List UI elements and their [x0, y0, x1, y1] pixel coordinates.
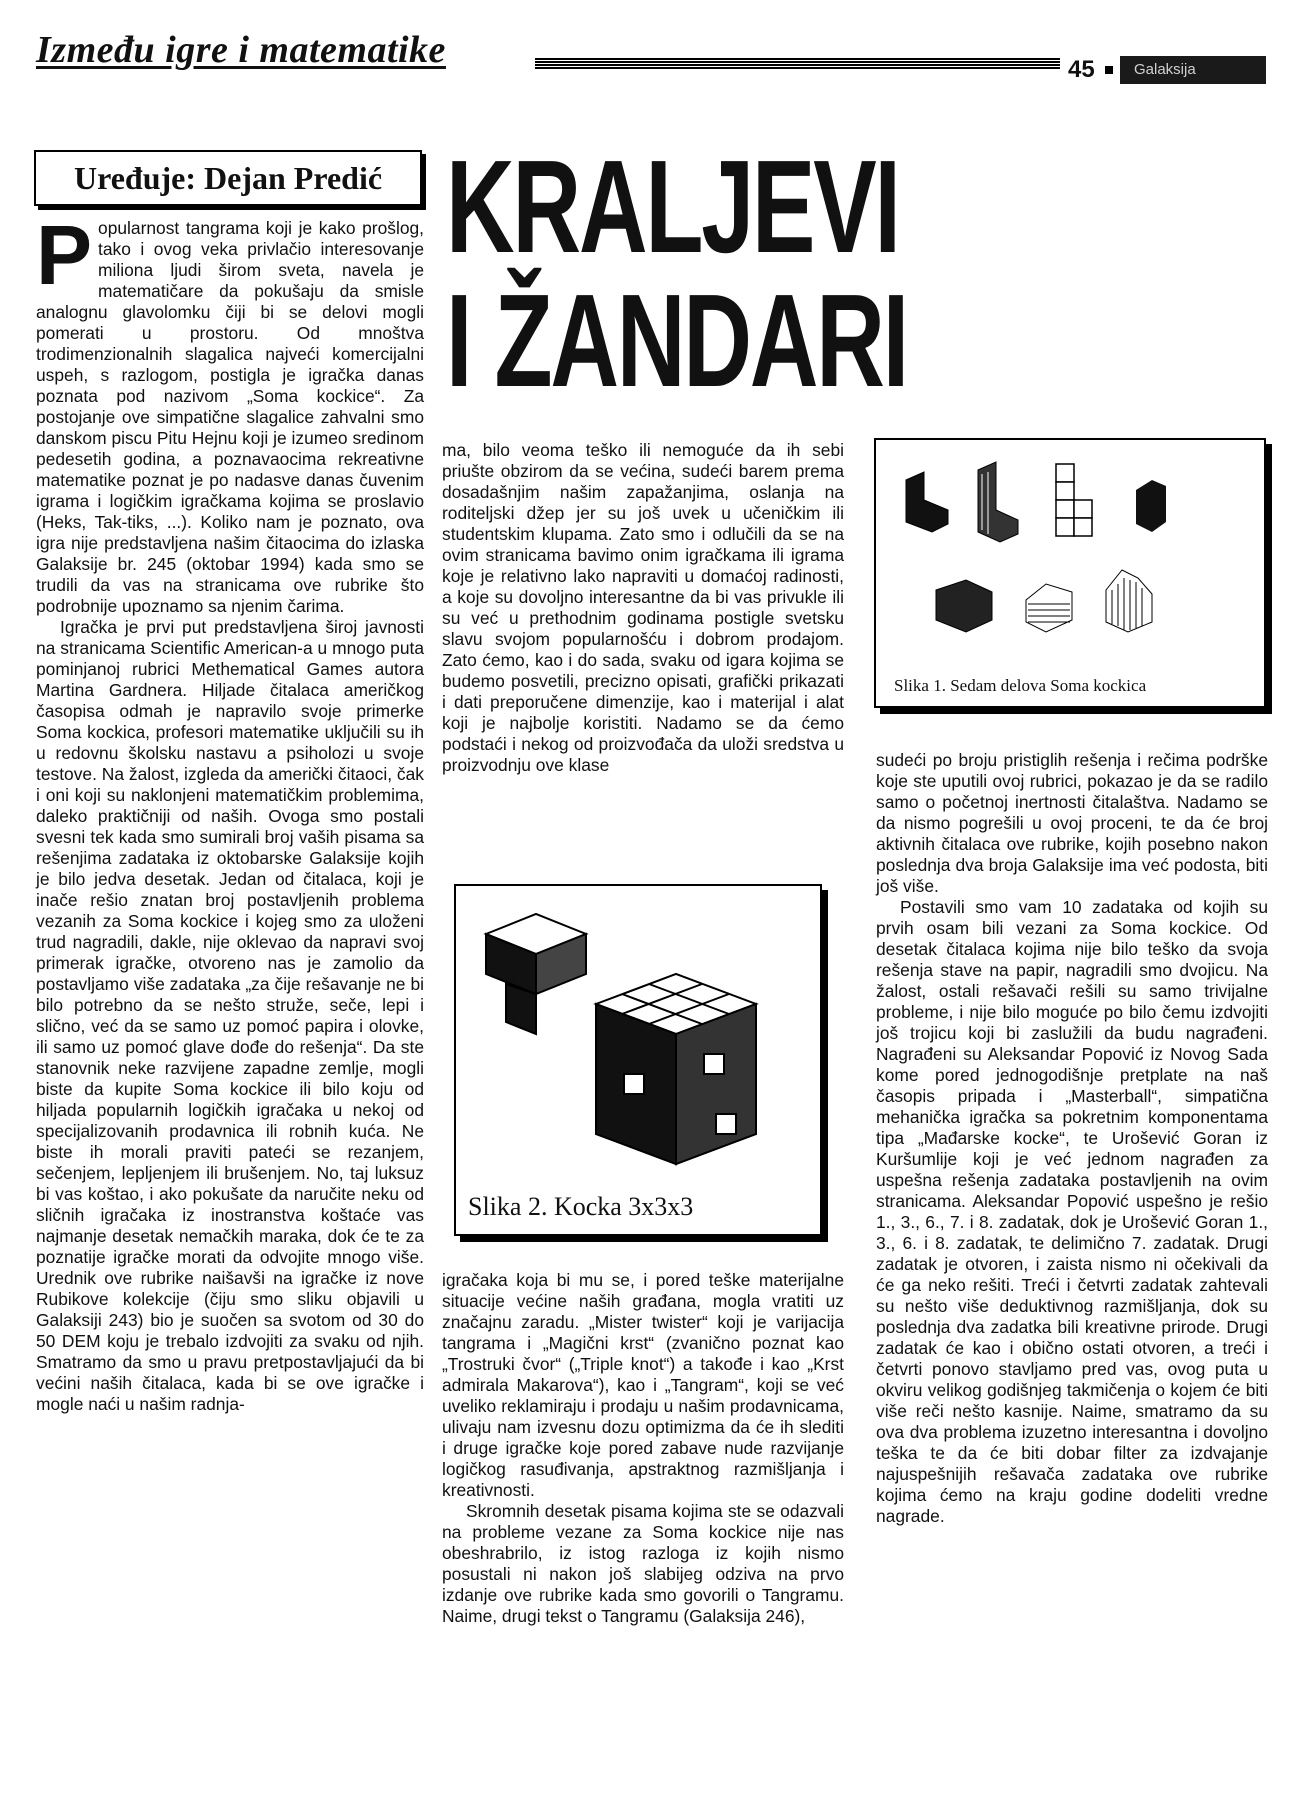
- soma-piece-6: [1026, 584, 1072, 632]
- headline: [446, 133, 908, 414]
- paragraph: Skromnih desetak pisama kojima ste se odazvali na probleme vezane za Soma kockice nije nas obeshrabrilo, iz istog razloga iz kojih nismo posustali ni nakon još slabijeg odziva na prvo izdanje ove rubrike kada smo govorili o Tangramu. Naime, drugi tekst o Tangramu (Galaksija 246),: [442, 1501, 844, 1626]
- paragraph: Postavili smo vam 10 zadataka od kojih su prvih osam bili vezani za Soma kockice. Od desetak čitalaca kojima nije bilo teško da svoja rešenja stave na papir, nagradili smo dvojicu. Na žalost, ostali rešavači rešili su samo trivijalne probleme, i nije bilo moguće po bilo čemu izdvojiti još trojicu koji bi zaslužili da budu nagrađeni. Nagrađeni su Aleksandar Popović iz Novog Sada kome pored jednogodišnje pretplate na naš časopis pripada i „Masterball“, simpatična mehanička igračka sa pokretnim komponentama tipa „Mađarske kocke“, te Urošević Goran iz Kuršumlije koji je već jednom nagrađen za uspešna rešenja zadataka postavljenih na ovim stranicama. Aleksandar Popović uspešno je rešio 1., 3., 6., 7. i 8. zadatak, dok je Urošević Goran 1., 3., 6. i 8. zadatak, te delimično 7. zadatak. Drugi zadatak je otvoren, i zaista nismo ni očekivali da će ga neko rešiti. Treći i četvrti zadatak zahtevali su nešto više deduktivnog razmišljanja, dok su poslednja dva zadatka bili kreativne prirode. Drugi zadatak će kao i obično ostati otvoren, a treći i četvrti ponovo stavljamo pred vas, ovog puta u okviru velikog godišnjeg takmičenja o kojem će biti više reči nešto kasnije. Naime, smatramo da su ova dva problema izuzetno interesantna i dovoljno teška te da će biti dobar filter za izdvajanje najuspešnijih rešavača zadataka ove rubrike kojima ćemo na kraju godine dodeliti vredne nagrade.: [876, 897, 1268, 1526]
- header-bullet: [1105, 66, 1113, 74]
- section-title: Između igre i matematike: [36, 29, 446, 71]
- paragraph: Igračka je prvi put predstavljena široj javnosti na stranicama Scientific American-a u mnogo puta pominjanoj rubrici Methematical Games autora Martina Gardnera. Hiljade čitalaca američkog časopisa odmah je napravilo svoje primerke Soma kockica, profesori matematike uključili su ih u redovnu školsku nastavu a psiholozi u svoje testove. Na žalost, izgleda da američki čitaoci, čak i oni koji su naklonjeni matematičkim problemima, daleko praktičniji od naših. Ovoga smo postali svesni tek kada smo sumirali broj vaših pisama sa rešenjima zadataka iz oktobarske Galaksije kojih je bilo jedva desetak. Jedan od čitalaca, koji je inače rešio znatan broj postavljenih problema vezanih za Soma kockice i kojeg smo za uloženi trud nagradili, dakle, nije oklevao da napravi svoj primerak igračke, otvoreno nas je zamolio da postavljamo više zadataka „za čije rešavanje ne bi bilo potrebno da se nešto struže, seče, lepi i slično, već da se samo uz pomoć papira i olovke, ili samo uz pomoć glave dođe do rešenja“. Da ste stanovnik neke razvijene zapadne zemlje, mogli biste da kupite Soma kockice ili bilo koju od hiljada popularnih logičkih igračaka u nekoj od specijalizovanih prodavnica ili robnih kuća. Ne biste ih morali praviti pateći se rezanjem, sečenjem, lepljenjem ili brušenjem. No, taj luksuz bi vas koštao, i ako pokušate da naručite neku od sličnih igračaka iz inostranstva koštaće vas najmanje desetak nemačkih maraka, dok će te za poznatije igračke morati da odvojite mnogo više. Urednik ove rubrike naišavši na igračke iz nove Rubikove kolekcije (čiju smo sliku objavili u Galaksiji 243) bio je suočen sa svotom od 30 do 50 DEM koju je trebalo izdvojiti za svaku od njih. Smatramo da smo u pravu pretpostavljajući da bi većini naših čitalaca, kada bi se ove igračke i mogle naći u našim radnja-: [36, 617, 424, 1414]
- paragraph: [36, 208, 424, 617]
- headline-line-2: I ŽANDARI: [446, 267, 908, 414]
- figure-2-caption: Slika 2. Kocka 3x3x3: [468, 1192, 694, 1221]
- article-column-3: [876, 750, 1268, 1527]
- figure-1-caption: Slika 1. Sedam delova Soma kockica: [894, 676, 1147, 695]
- soma-piece-3: [1056, 464, 1092, 536]
- soma-piece-4: [1136, 480, 1166, 532]
- t-piece: [486, 914, 586, 1034]
- paragraph: ma, bilo veoma teško ili nemoguće da ih sebi priušte obzirom da se većina, sudeći barem prema dosadašnjim našim zapažanjima, oslanja na roditeljski džep jer su još uvek u učeničkim ili studentskim klupama. Zato smo i odlučili da se na ovim stranicama bavimo onim igračkama ili igrama koje je relativno lako napraviti u domaćoj radinosti, a koje su dovoljno interesantne da bi vas privukle ili su već u prethodnim godinama postigle svetsku slavu svojom popularnošću i dobrom prodajom. Zato ćemo, kao i do sada, svaku od igara kojima se budemo posvetili, precizno opisati, grafički prikazati i dati preporučene dimenzije, kao i materijal i alat koji je najbolje koristiti. Nadamo se da ćemo podstaći i nekog od proizvođača da uloži sredstva u proizvodnju ove klase: [442, 440, 844, 775]
- article-column-2-bottom: [442, 1270, 844, 1627]
- soma-piece-7: [1106, 570, 1152, 632]
- cube: [596, 974, 756, 1164]
- paragraph: sudeći po broju pristiglih rešenja i rečima podrške koje ste uputili ovoj rubrici, pokazao je da se radilo samo o početnoj inertnosti čitalaštva. Nadamo se da nismo pogrešili u ovoj proceni, te da će broj aktivnih čitalaca ove rubrike, kojih posebno nakon poslednja dva broja Galaksije ima već podosta, biti još više.: [876, 750, 1268, 896]
- article-column-2-top: [442, 440, 844, 776]
- soma-piece-1: [906, 472, 948, 532]
- page-number: 45: [1068, 56, 1095, 83]
- magazine-name: Galaksija: [1120, 56, 1266, 84]
- drop-cap: P: [36, 208, 93, 302]
- article-column-1: [36, 208, 424, 1415]
- editor-box: [34, 150, 422, 206]
- paragraph-text: opularnost tangrama koji je kako prošlog, tako i ovog veka privlačio interesovanje miliona ljudi širom sveta, navela je matematičare da pokušaju da smisle analognu glavolomku čiji bi se delovi mogli pomerati u prostoru. Od mnoštva trodimenzionalnih slagalica najveći komercijalni uspeh, s razlogom, postigla je igračka danas poznata pod nazivom „Soma kockice“. Za postojanje ove simpatične slagalice zahvalni smo danskom piscu Pitu Hejnu koji je izumeo sredinom pedesetih godina, a poznavaocima rekreativne matematike poznat je po nadasve danas čuvenim igrama i logičkim igračkama kojima se proslavio (Heks, Tak-tiks, ...). Koliko nam je poznato, ova igra nije predstavljena našim čitaocima do izlaska Galaksije br. 245 (oktobar 1994) kada smo se trudili da vas na stranicama ove rubrike što podrobnije upoznamo sa njenim čarima.: [36, 218, 424, 616]
- soma-pieces-illustration: [896, 460, 1246, 670]
- paragraph: igračaka koja bi mu se, i pored teške materijalne situacije većine naših građana, mogla vratiti uz značajnu zaradu. „Mister twister“ koji je varijacija tangrama i „Magični krst“ (zvanično poznat kao „Trostruki čvor“ („Triple knot“) a takođe i kao „Krst admirala Makarova“), kao i „Tangram“, koji se već uveliko reklamiraju i prodaju u našim prodavnicama, ulivaju nam izvesnu dozu optimizma da će ih slediti i druge igračke koje pored zabave nude razvijanje logičkog rasuđivanja, apstraktnog razmišljanja i kreativnosti.: [442, 1270, 844, 1500]
- cube-3x3x3-illustration: [466, 894, 810, 1184]
- soma-piece-2: [978, 462, 1018, 542]
- soma-piece-5: [936, 580, 992, 632]
- figure-cube-3x3x3: [454, 884, 822, 1236]
- header-rule: [535, 58, 1060, 70]
- editor-label: Uređuje: Dejan Predić: [73, 159, 383, 196]
- figure-soma-pieces: [874, 438, 1266, 708]
- headline-line-1: KRALJEVI: [446, 133, 899, 280]
